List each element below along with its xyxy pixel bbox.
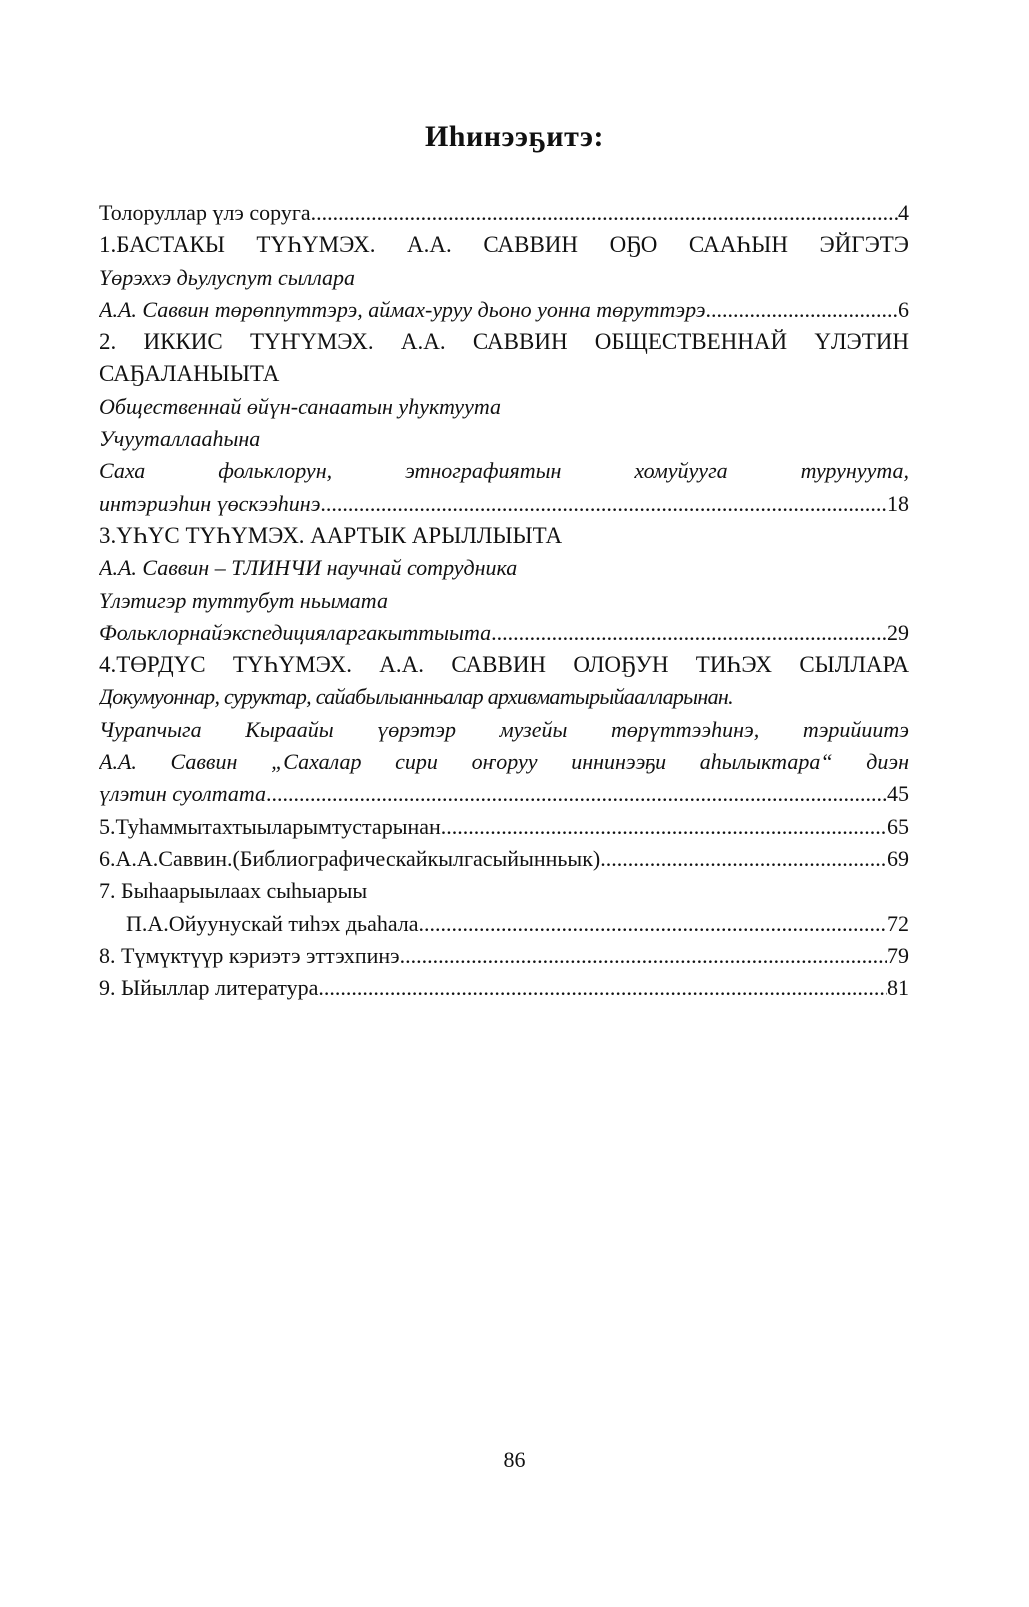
dot-leader xyxy=(441,811,887,843)
toc-entry-text: Толоруллар үлэ соруга xyxy=(99,200,311,225)
toc-subentry: Чурапчыга Кыраайы үөрэтэр музейы төрүттээhинэ, тэрийиитэ xyxy=(99,716,909,742)
toc-entry-text: Фольклорнайэкспедицияларгакыттыыта xyxy=(99,619,492,645)
toc-subentry xyxy=(99,488,909,520)
toc-subentry xyxy=(99,617,909,649)
toc-subentry: Саха фольклорун, этнографиятын хомуйууга турунуута, xyxy=(99,458,909,484)
dot-leader xyxy=(266,778,887,810)
page-number: 86 xyxy=(503,1447,526,1472)
toc-entry xyxy=(99,972,909,1004)
toc-entry xyxy=(99,197,909,229)
toc-page-number: 79 xyxy=(887,942,909,968)
toc-entry-text: 5.Туhаммытахтыыларымтустарынан xyxy=(99,813,441,839)
toc-subentry: Үлэтигэр туттубут ньымата xyxy=(99,587,388,613)
chapter-heading: 4.ТӨРДҮС ТҮҺҮМЭХ. А.А. САВВИН ОЛОҔУН ТИҺЭХ СЫЛЛАРА xyxy=(99,652,909,678)
toc-entry xyxy=(99,811,909,843)
dot-leader xyxy=(318,972,887,1004)
toc-page-number: 18 xyxy=(887,490,909,516)
toc-page-number: 45 xyxy=(887,781,909,807)
dot-leader xyxy=(419,908,887,940)
toc-subentry: Общественнай өйүн-санаатын уhуктуута xyxy=(99,393,501,419)
toc-page-number: 72 xyxy=(887,910,909,936)
dot-leader xyxy=(320,488,887,520)
dot-leader xyxy=(706,294,899,326)
chapter-heading-continued: САҔАЛАНЫЫТА xyxy=(99,361,280,387)
toc-page-number: 29 xyxy=(887,619,909,645)
toc-entry xyxy=(99,940,909,972)
toc-entry-text: П.А.Ойуунускай тиhэх дьаhала xyxy=(126,910,419,936)
toc-subentry: А.А. Саввин – ТЛИНЧИ научнай сотрудника xyxy=(99,555,518,581)
dot-leader xyxy=(311,197,898,229)
toc-entry-text: 6.А.А.Саввин.(Библиографическайкылгасыйынньык) xyxy=(99,845,601,871)
toc-page-number: 69 xyxy=(887,845,909,871)
toc-subentry xyxy=(99,908,909,940)
toc-page-number: 65 xyxy=(887,813,909,839)
dot-leader xyxy=(400,940,887,972)
chapter-heading: 1.БАСТАКЫ ТҮҺҮМЭХ. А.А. САВВИН ОҔО СААҺЫН ЭЙГЭТЭ xyxy=(99,232,909,258)
toc-entry: 7. Быhаарыылаах сыhыарыы xyxy=(99,878,368,904)
toc-entry-text: үлэтин суолтата xyxy=(99,781,267,807)
table-of-contents xyxy=(99,197,909,1004)
toc-subentry: А.А. Саввин „Сахалар сири оҥоруу иннинээҕи аhылыктара“ диэн xyxy=(99,749,909,775)
toc-entry-text: 8. Түмүктүүр кэриэтэ эттэхпинэ xyxy=(99,942,400,968)
dot-leader xyxy=(600,843,887,875)
toc-subentry xyxy=(99,778,909,810)
toc-subentry xyxy=(99,294,909,326)
toc-subentry: Үөрэххэ дьулуспут сыллара xyxy=(99,264,356,290)
toc-page-number: 81 xyxy=(887,975,909,1001)
toc-entry-text: А.А. Саввин төрөппуттэрэ, аймах-уруу дьоно уонна төруттэрэ xyxy=(99,296,706,322)
chapter-heading: 3.ҮҺҮС ТҮҺҮМЭХ. ААРТЫК АРЫЛЛЫЫТА xyxy=(99,522,563,548)
dot-leader xyxy=(491,617,887,649)
page-title: Иhинээҕитэ: xyxy=(424,120,605,153)
toc-entry xyxy=(99,843,909,875)
toc-subentry: Докумуоннар, суруктар, сайабылыанньалар архивматырыйаалларынан. xyxy=(99,684,733,710)
toc-page-number: 6 xyxy=(898,296,909,322)
toc-subentry: Учууталлааhына xyxy=(99,426,261,452)
toc-entry-text: 9. Ыйыллар литература xyxy=(99,975,319,1001)
toc-entry-text: интэриэhин үөскээhинэ xyxy=(99,490,321,516)
chapter-heading: 2. ИККИС ТҮҤҮМЭХ. А.А. САВВИН ОБЩЕСТВЕННАЙ ҮЛЭТИН xyxy=(99,329,909,355)
toc-page-number: 4 xyxy=(898,200,909,225)
